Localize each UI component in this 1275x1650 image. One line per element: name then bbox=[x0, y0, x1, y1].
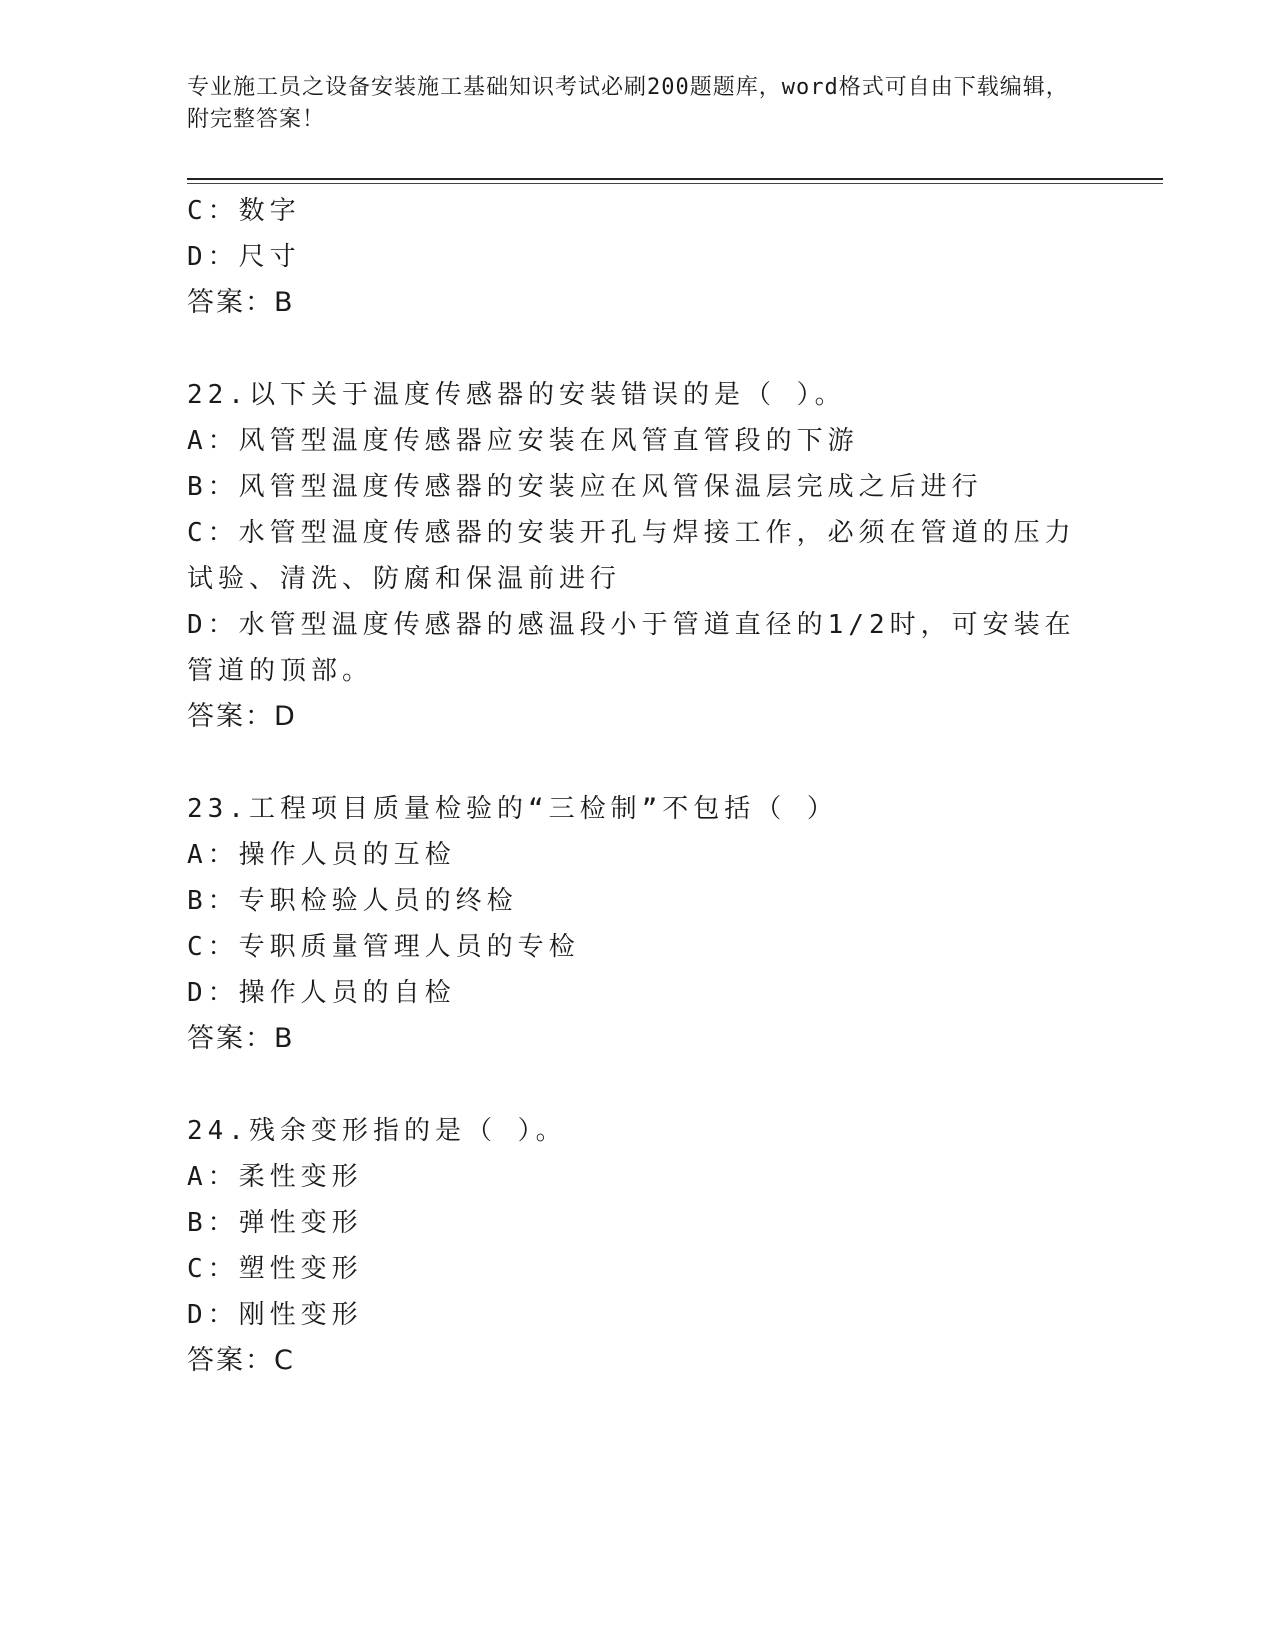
q24-option-b: B：弹性变形 bbox=[187, 1208, 363, 1238]
q23-answer: 答案：B bbox=[187, 1023, 295, 1054]
q22-answer: 答案：D bbox=[187, 701, 297, 732]
q22-stem: 22.以下关于温度传感器的安装错误的是（ ）。 bbox=[187, 380, 846, 410]
spacer bbox=[187, 740, 1077, 786]
prev-answer: 答案：B bbox=[187, 287, 295, 318]
header-divider-thin bbox=[187, 183, 1163, 184]
q23-stem: 23.工程项目质量检验的“三检制”不包括（ ） bbox=[187, 794, 838, 824]
q24-option-c: C：塑性变形 bbox=[187, 1254, 363, 1284]
q24-answer: 答案：C bbox=[187, 1345, 295, 1376]
q22-option-d: D：水管型温度传感器的感温段小于管道直径的1/2时，可安装在管道的顶部。 bbox=[187, 610, 1076, 686]
header-title: 专业施工员之设备安装施工基础知识考试必刷200题题库，word格式可自由下载编辑，附完整答案！ bbox=[187, 75, 1069, 132]
q23-option-c: C：专职质量管理人员的专检 bbox=[187, 932, 580, 962]
prev-option-c: C：数字 bbox=[187, 196, 301, 226]
prev-option-d: D：尺寸 bbox=[187, 242, 301, 272]
q24-option-d: D：刚性变形 bbox=[187, 1300, 363, 1330]
spacer bbox=[187, 326, 1077, 372]
q22-option-b: B：风管型温度传感器的安装应在风管保温层完成之后进行 bbox=[187, 472, 983, 502]
q22-option-c: C：水管型温度传感器的安装开孔与焊接工作，必须在管道的压力试验、清洗、防腐和保温前进行 bbox=[187, 518, 1076, 594]
document-body bbox=[187, 188, 1077, 1384]
q22-option-a: A：风管型温度传感器应安装在风管直管段的下游 bbox=[187, 426, 859, 456]
q23-option-d: D：操作人员的自检 bbox=[187, 978, 456, 1008]
q24-stem: 24.残余变形指的是（ ）。 bbox=[187, 1116, 567, 1146]
spacer bbox=[187, 1062, 1077, 1108]
q23-option-b: B：专职检验人员的终检 bbox=[187, 886, 518, 916]
q24-option-a: A：柔性变形 bbox=[187, 1162, 363, 1192]
document-header bbox=[187, 72, 1077, 136]
header-divider-thick bbox=[187, 178, 1163, 180]
q23-option-a: A：操作人员的互检 bbox=[187, 840, 456, 870]
